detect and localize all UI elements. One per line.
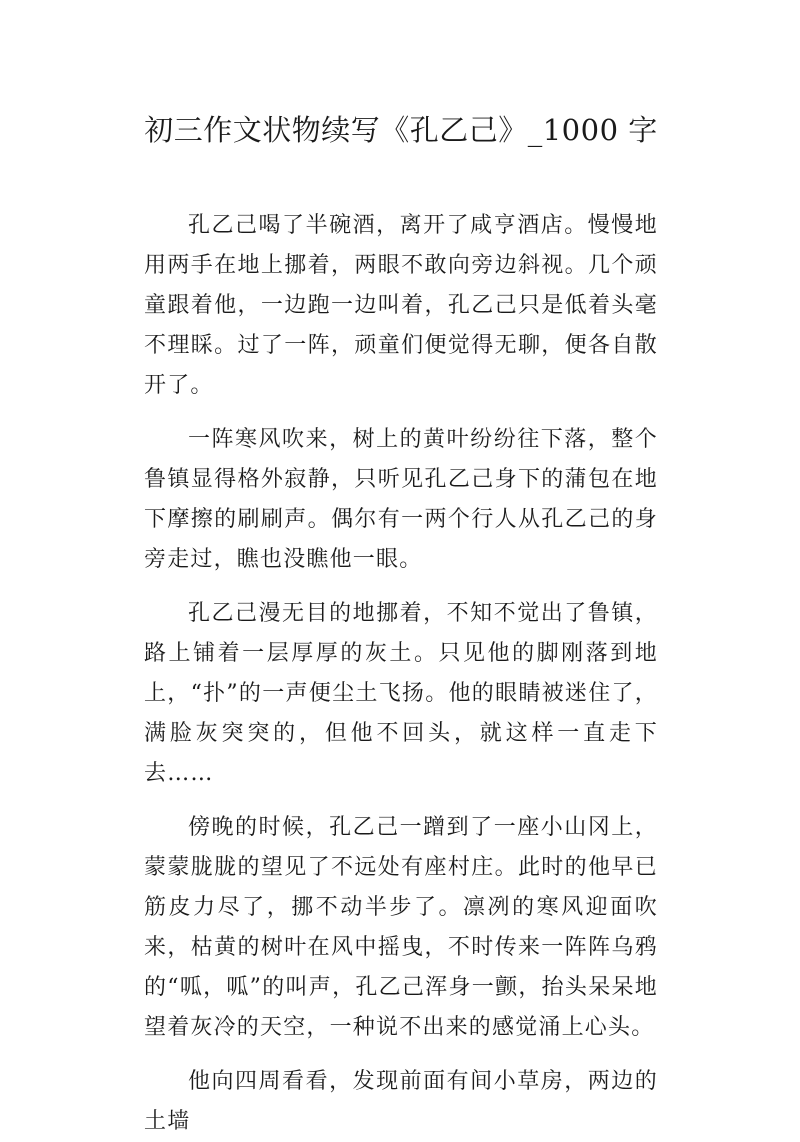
paragraph: 孔乙己漫无目的地挪着，不知不觉出了鲁镇，路上铺着一层厚厚的灰土。只见他的脚刚落到地上，“扑”的一声便尘土飞扬。他的眼睛被迷住了，满脸灰突突的，但他不回头，就这样一直走下去…… (144, 601, 658, 786)
paragraph: 一阵寒风吹来，树上的黄叶纷纷往下落，整个鲁镇显得格外寂静，只听见孔乙己身下的蒲包在地下摩擦的刷刷声。偶尔有一两个行人从孔乙己的身旁走过，瞧也没瞧他一眼。 (144, 427, 658, 572)
paragraph: 孔乙己喝了半碗酒，离开了咸亨酒店。慢慢地用两手在地上挪着，两眼不敢向旁边斜视。几个顽童跟着他，一边跑一边叫着，孔乙己只是低着头毫不理睬。过了一阵，顽童们便觉得无聊，便各自散开了。 (144, 213, 658, 398)
paragraph: 他向四周看看，发现前面有间小草房，两边的土墙 (144, 1069, 658, 1134)
document-title: 初三作文状物续写《孔乙己》_1000 字 (144, 113, 658, 147)
document-body (144, 206, 658, 1142)
paragraph: 傍晚的时候，孔乙己一蹭到了一座小山冈上，蒙蒙胧胧的望见了不远处有座村庄。此时的他早已筋皮力尽了，挪不动半步了。凛冽的寒风迎面吹来，枯黄的树叶在风中摇曳，不时传来一阵阵乌鸦的“呱，呱”的叫声，孔乙己浑身一颤，抬头呆呆地望着灰冷的天空，一种说不出来的感觉涌上心头。 (144, 815, 658, 1040)
